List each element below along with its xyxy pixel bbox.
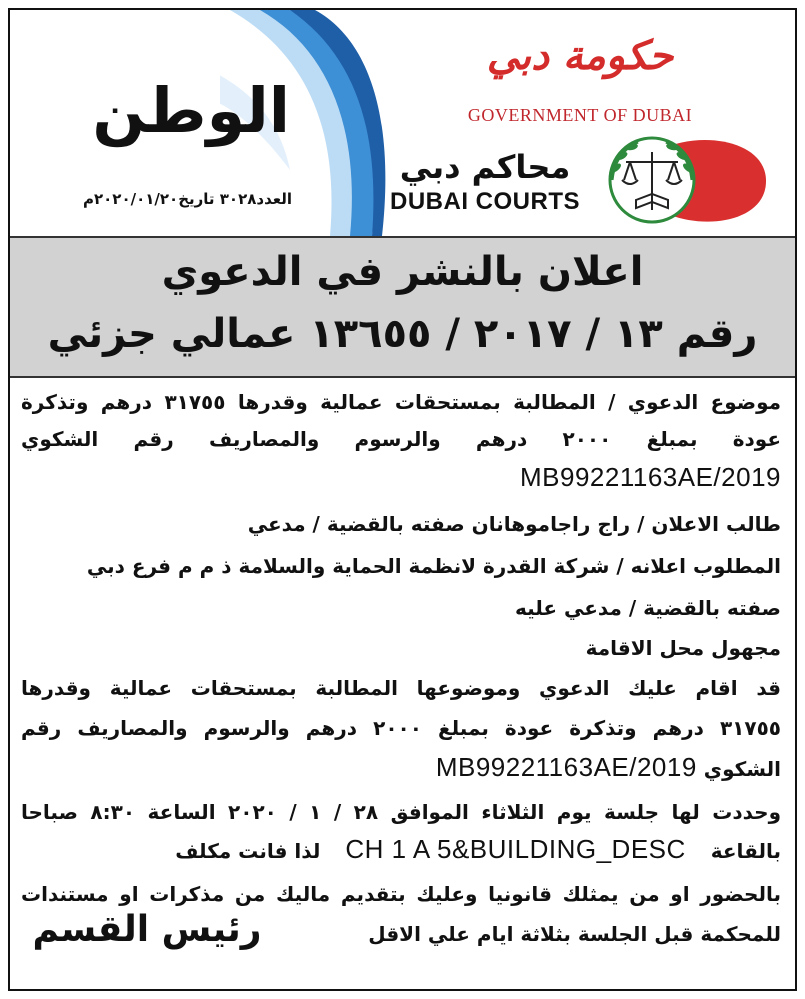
case-number: رقم ١٣ / ٢٠١٧ / ١٣٦٥٥ عمالي جزئي [47,311,758,357]
hall-line [21,834,781,865]
hall-label: بالقاعة [710,839,781,863]
title-band [10,236,795,378]
applicant-line: طالب الاعلان / راج راجاموهانان صفته بالقضية / مدعي [247,512,781,536]
subject-line-1: موضوع الدعوي / المطالبة بمستحقات عمالية وقدرها ٣١٧٥٥ درهم وتذكرة [21,390,781,414]
issue-date-line: العدد٣٠٢٨ تاريخ٢٠٢٠/٠١/٢٠م [82,190,292,208]
newspaper-name: الوطن [92,74,290,147]
respondent-line: المطلوب اعلانه / شركة القدرة لانظمة الحماية والسلامة ذ م م فرع دبي [86,554,781,578]
hall-code: CH 1 A 5&BUILDING_DESC [345,834,686,864]
dubai-courts-emblem-icon [590,130,770,230]
subject-line-2: عودة بمبلغ ٢٠٠٠ درهم والرسوم والمصاريف رقم الشكوي [21,427,781,451]
government-name-arabic: حكومة دبي [486,32,674,79]
complaint-number: MB99221163AE/2019 [520,462,781,492]
respondent-capacity-line: صفته بالقضية / مدعي عليه [514,596,781,620]
court-notice-page [8,8,797,991]
government-name-english: GOVERNMENT OF DUBAI [467,105,693,125]
session-line: وحددت لها جلسة يوم الثلاثاء الموافق ٢٨ / ١ / ٢٠٢٠ الساعة ٨:٣٠ صباحا [21,800,781,824]
complaint-number-2: MB99221163AE/2019 [435,752,697,782]
complaint-label: الشكوي [703,757,781,781]
hall-suffix: لذا فانت مكلف [175,839,321,863]
signature-department-head: رئيس القسم [32,909,262,950]
complaint-number-line [21,462,781,493]
residence-line: مجهول محل الاقامة [585,636,781,660]
attendance-line: بالحضور او من يمثلك قانونيا وعليك بتقديم ماليك من مذكرات او مستندات [21,882,781,906]
header [10,10,795,236]
text-line-2: ٣١٧٥٥ درهم وتذكرة عودة بمبلغ ٢٠٠٠ درهم والرسوم والمصاريف رقم [21,716,781,740]
text-line-1: قد اقام عليك الدعوي وموضوعها المطالبة بمستحقات عمالية وقدرها [21,676,781,700]
courts-name-english: DUBAI COURTS [390,188,580,215]
notice-title: اعلان بالنشر في الدعوي [161,249,644,295]
text-line-3 [21,752,781,783]
courts-name-arabic: محاكم دبي [399,148,571,186]
deadline-line: للمحكمة قبل الجلسة بثلاثة ايام علي الاقل [368,922,781,946]
